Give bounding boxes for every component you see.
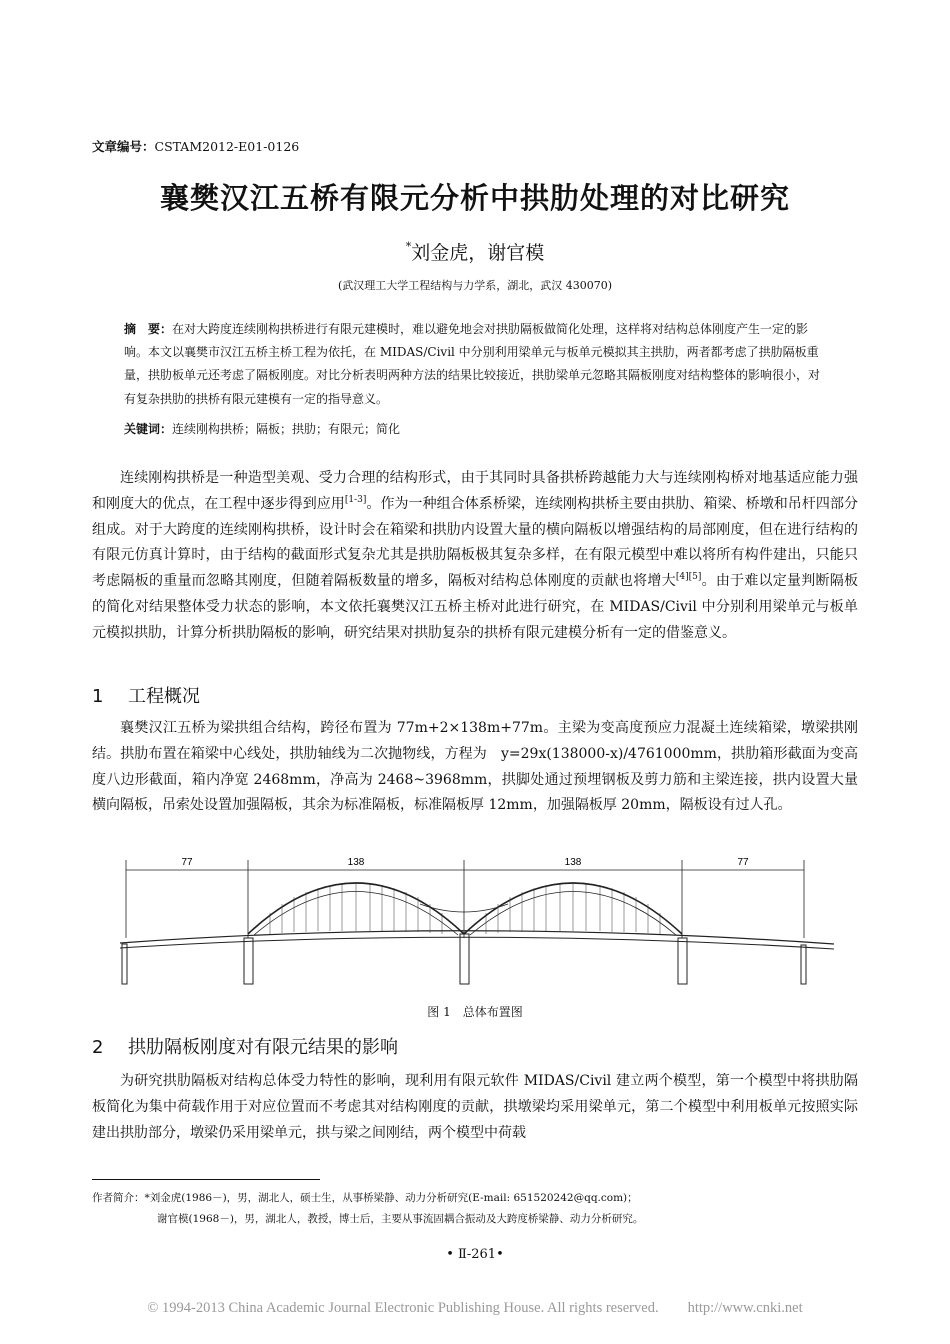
- abstract-text: 在对大跨度连续刚构拱桥进行有限元建模时，难以避免地会对拱肋隔板做简化处理，这样将对结构总体刚度产生一定的影响。本文以襄樊市汉江五桥主桥工程为依托，在 MIDAS/Civil 中分别利用梁单元与板单元模拟其主拱肋，两者都考虑了拱肋隔板重量，拱肋板单元还考虑了隔板刚度。对比分析表明两种方法的结果比较接近，拱肋梁单元忽略其隔板刚度对结构整体的影响很小，对有复杂拱肋的拱桥有限元建模有一定的指导意义。: [124, 322, 821, 406]
- intro-text-1: 连续刚构拱桥是一种造型美观、受力合理的结构形式，由于其同时具备拱桥跨越能力大与连续刚构桥对地基适应能力强和刚度大的优点，在工程中逐步得到应用: [92, 470, 858, 512]
- footnote-author-1: 作者简介：*刘金虎(1986－)，男，湖北人，硕士生，从事桥梁静、动力分析研究(E-mail: 651520242@qq.com)；: [92, 1192, 638, 1204]
- article-number: [92, 137, 299, 155]
- intro-paragraph: [92, 466, 858, 647]
- dim-label-side-span-right: 77: [737, 857, 749, 868]
- abstract-label: 摘 要：: [124, 322, 173, 336]
- corresponding-mark: *: [405, 240, 412, 253]
- keywords-label: 关键词：: [124, 422, 173, 436]
- section-1-title: 工程概况: [128, 686, 200, 707]
- affiliation: (武汉理工大学工程结构与力学系，湖北，武汉 430070): [337, 279, 613, 292]
- paper-title: 襄樊汉江五桥有限元分析中拱肋处理的对比研究: [159, 181, 790, 215]
- section-2-heading: [92, 1033, 398, 1059]
- page-number: • Ⅱ-261•: [446, 1247, 504, 1262]
- intro-text-2: 。作为一种组合体系桥梁，连续刚构拱桥主要由拱肋、箱梁、桥墩和吊杆四部分组成。对于大跨度的连续刚构拱桥，设计时会在箱梁和拱肋内设置大量的横向隔板以增强结构的局部刚度，但在进行结构的有限元仿真计算时，由于结构的截面形式复杂尤其是拱肋隔板极其复杂多样，在有限元模型中难以将所有构件建出，只能只考虑隔板的重量而忽略其刚度，但随着隔板数量的增多，隔板对结构总体刚度的贡献也将增大: [92, 495, 858, 590]
- figure-1-caption: 图 1 总体布置图: [427, 1005, 523, 1019]
- authors: [0, 238, 950, 265]
- section-2-paragraph: 为研究拱肋隔板对结构总体受力特性的影响，现利用有限元软件 MIDAS/Civil 建立两个模型，第一个模型中将拱肋隔板简化为集中荷载作用于对应位置而不考虑其对结构刚度的贡献，拱墩梁均采用梁单元，第二个模型中利用板单元按照实际建出拱肋部分，墩梁仍采用梁单元，拱与梁之间刚结，两个模型中荷载: [92, 1073, 858, 1141]
- section-1-paragraph: 襄樊汉江五桥为梁拱组合结构，跨径布置为 77m+2×138m+77m。主梁为变高度预应力混凝土连续箱梁，墩梁拱刚结。拱肋布置在箱梁中心线处，拱肋轴线为二次抛物线，方程为 y=29x(138000-x)/4761000mm，拱肋箱形截面为变高度八边形截面，箱内净宽 2468mm，净高为 2468~3968mm，拱脚处通过预埋钢板及剪力筋和主梁连接，拱内设置大量横向隔板，吊索处设置加强隔板，其余为标准隔板，标准隔板厚 12mm，加强隔板厚 20mm，隔板设有过人孔。: [92, 720, 858, 814]
- article-number-label: 文章编号：: [92, 139, 155, 154]
- piers: [122, 934, 806, 984]
- arch-ribs: [248, 883, 682, 935]
- abstract: [124, 318, 828, 411]
- keywords: [124, 420, 400, 437]
- footnote-author-2: 谢官模(1968－)，男，湖北人，教授，博士后，主要从事流固耦合振动及大跨度桥梁静、动力分析研究。: [157, 1213, 644, 1225]
- dim-label-side-span-left: 77: [181, 857, 193, 868]
- author-names: 刘金虎，谢官模: [411, 242, 545, 264]
- hangers: [270, 883, 660, 934]
- intro-text-3: 。由于难以定量判断隔板的简化对结果整体受力状态的影响，本文依托襄樊汉江五桥主桥对此进行研究，在 MIDAS/Civil 中分别利用梁单元与板单元模拟拱肋，计算分析拱肋隔板的影响，研究结果对拱肋复杂的拱桥有限元建模分析有一定的借鉴意义。: [92, 573, 859, 641]
- footnote-rule: [92, 1179, 320, 1180]
- bridge-deck: [120, 931, 834, 949]
- dim-label-main-span-2: 138: [564, 857, 582, 868]
- bridge-layout-figure: [120, 848, 834, 988]
- keywords-text: 连续刚构拱桥；隔板；拱肋；有限元；简化: [172, 422, 401, 436]
- copyright-notice: © 1994-2013 China Academic Journal Electronic Publishing House. All rights reserved. http://www.cnki.net: [147, 1300, 803, 1316]
- section-1-heading: [92, 682, 200, 708]
- section-2-title: 拱肋隔板刚度对有限元结果的影响: [128, 1037, 398, 1058]
- dim-label-main-span-1: 138: [347, 857, 365, 868]
- section-1-number: 1: [92, 686, 104, 707]
- section-2-number: 2: [92, 1037, 104, 1058]
- citation-4-5: [4][5]: [675, 572, 702, 583]
- citation-1-3: [1-3]: [344, 494, 367, 505]
- article-number-value: CSTAM2012-E01-0126: [154, 139, 300, 154]
